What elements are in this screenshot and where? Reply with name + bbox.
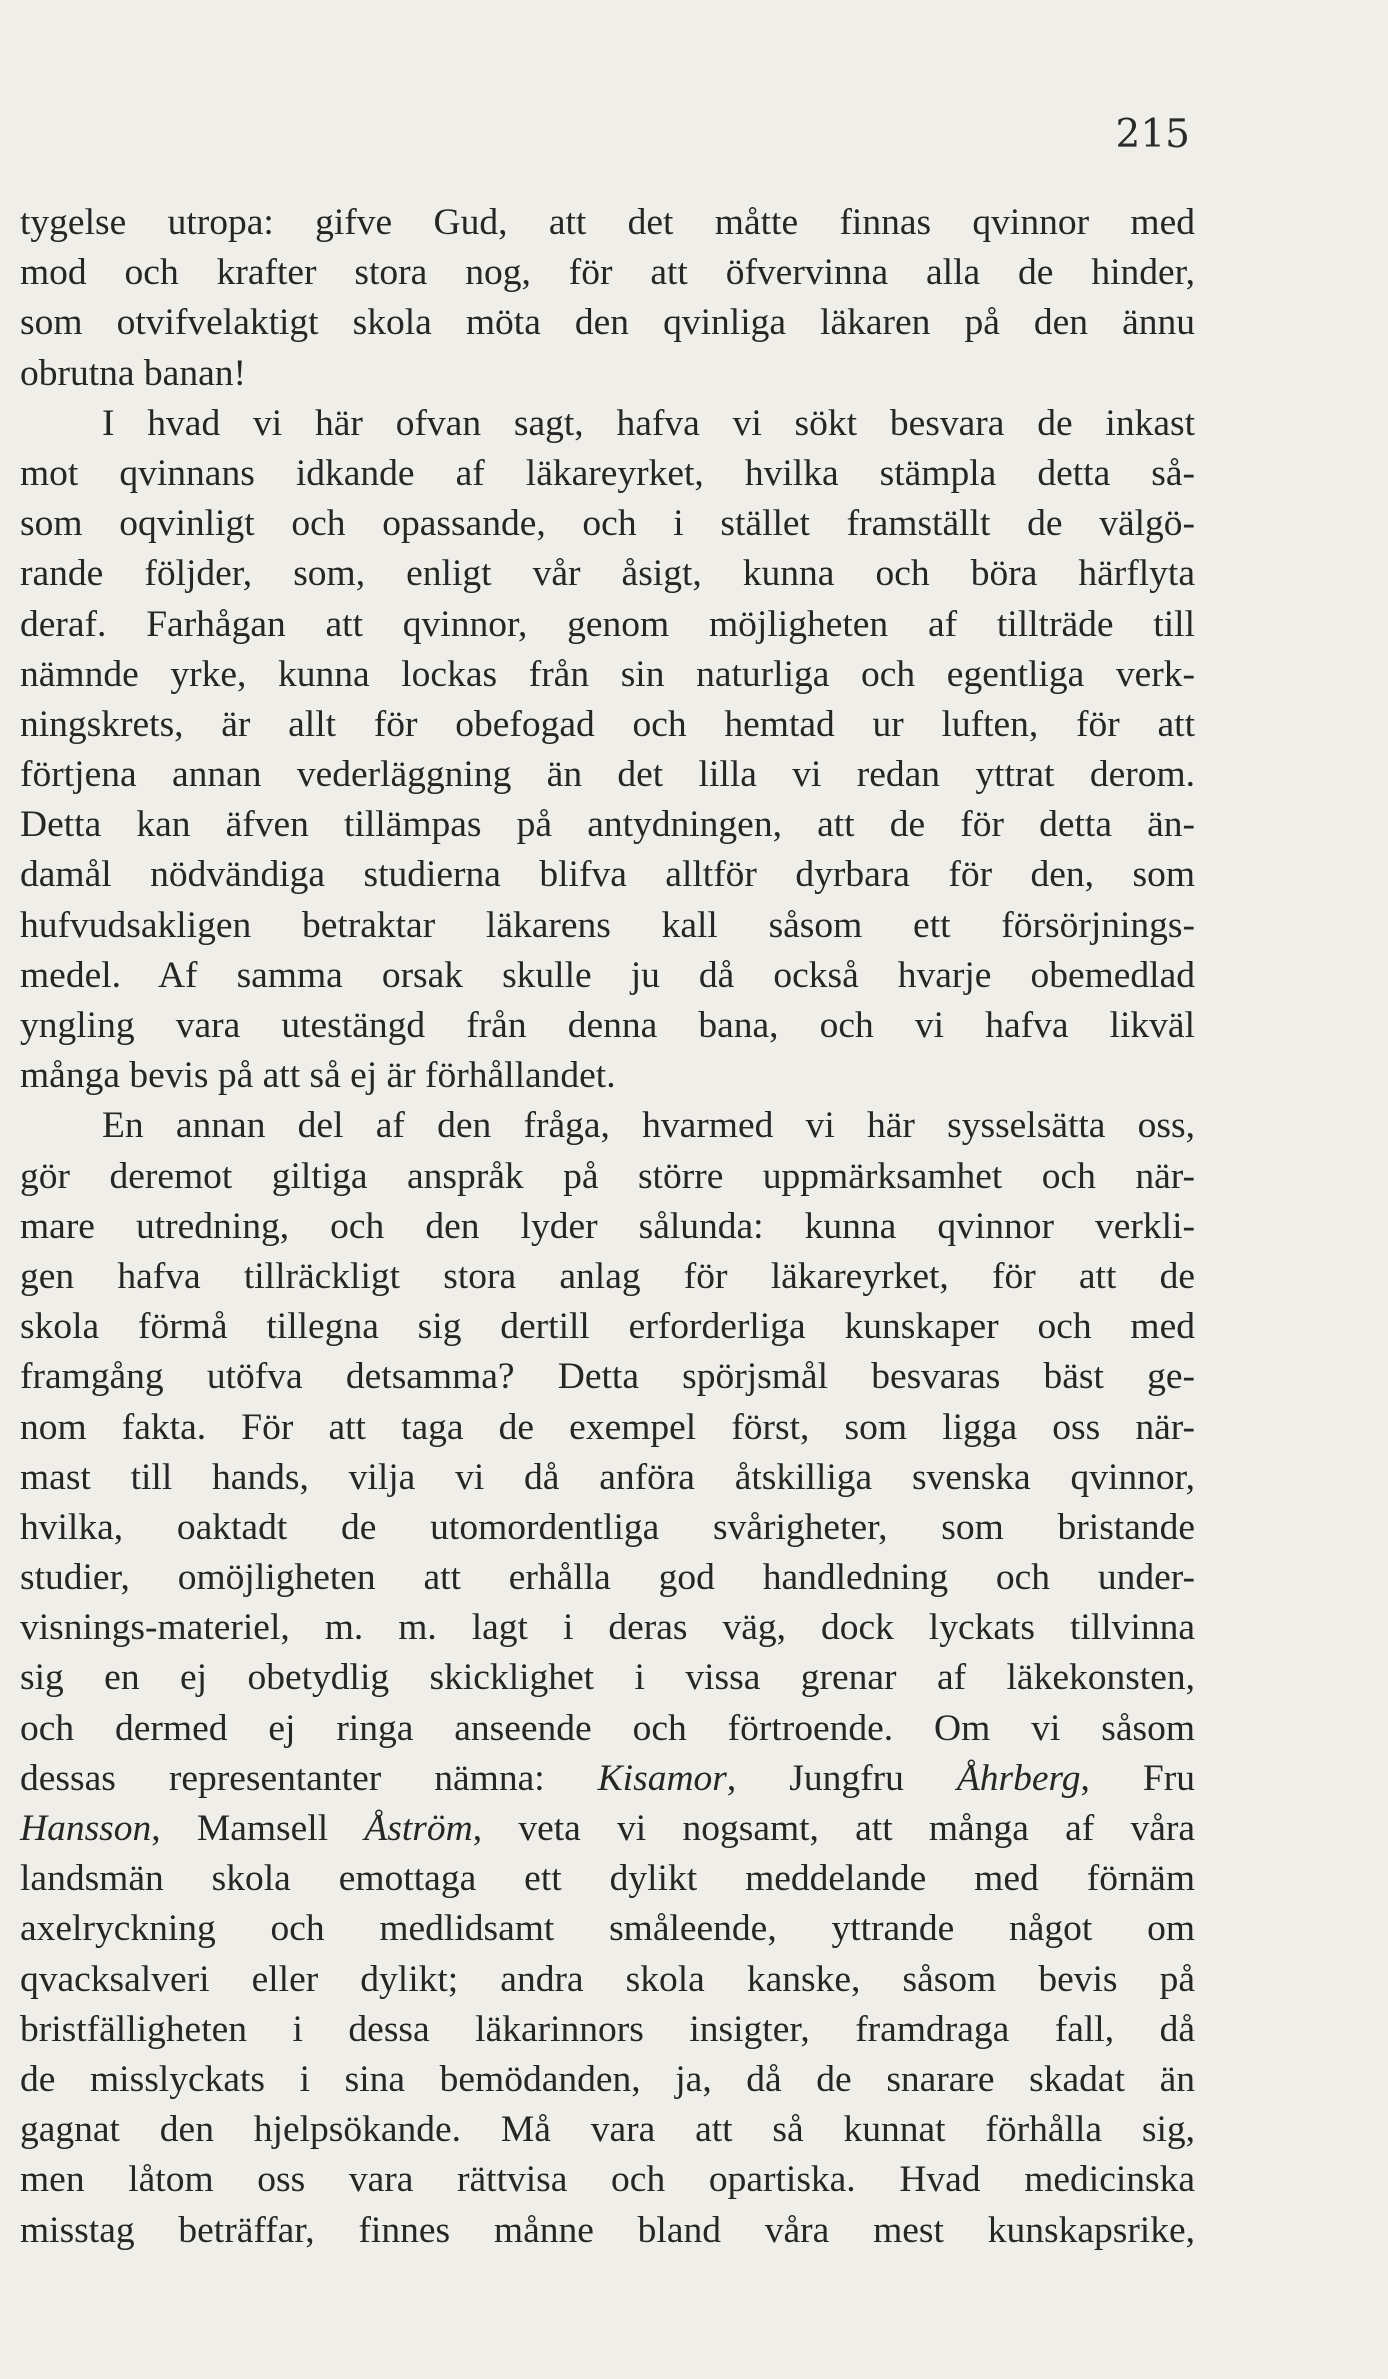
text-line	[20, 2005, 1195, 2055]
text-line	[20, 800, 1195, 850]
text-segment: obrutna banan!	[20, 352, 246, 394]
text-segment: medel. Af samma orsak skulle ju då också hvarje obemedlad	[20, 954, 1195, 996]
text-segment: Detta kan äfven tillämpas på antydningen, att de för detta än-	[20, 804, 1195, 846]
text-segment: ningskrets, är allt för obefogad och hemtad ur luften, för att	[20, 703, 1195, 745]
text-segment: och dermed ej ringa anseende och förtroende. Om vi såsom	[20, 1707, 1195, 1749]
text-segment: sig en ej obetydlig skicklighet i vissa grenar af läkekonsten,	[20, 1657, 1195, 1699]
text-segment: som otvifvelaktigt skola möta den qvinliga läkaren på den ännu	[20, 302, 1195, 344]
italic-name: Åhrberg	[956, 1757, 1081, 1799]
text-line	[20, 1352, 1195, 1402]
italic-name: Hansson	[20, 1808, 152, 1849]
text-line	[20, 1553, 1195, 1603]
text-line	[20, 1603, 1195, 1653]
text-line	[20, 1704, 1195, 1754]
text-line	[20, 549, 1195, 599]
text-line	[20, 1302, 1195, 1352]
text-line	[20, 1653, 1195, 1703]
text-segment: gen hafva tillräckligt stora anlag för läkareyrket, för att de	[20, 1255, 1195, 1297]
text-segment: men låtom oss vara rättvisa och opartiska. Hvad medicinska	[20, 2159, 1195, 2201]
text-line	[20, 2155, 1195, 2205]
text-segment: qvacksalveri eller dylikt; andra skola kanske, såsom bevis på	[20, 1958, 1195, 2000]
text-segment: , veta vi nogsamt, att många af våra	[472, 1808, 1195, 1849]
text-segment: deraf. Farhågan att qvinnor, genom möjligheten af tillträde till	[20, 603, 1195, 645]
text-segment: bristfälligheten i dessa läkarinnors insigter, framdraga fall, då	[20, 2008, 1195, 2050]
text-line	[20, 2055, 1195, 2105]
text-line	[20, 2105, 1195, 2155]
text-segment: de misslyckats i sina bemödanden, ja, då de snarare skadat än	[20, 2058, 1195, 2100]
text-line	[20, 2206, 1195, 2256]
text-line	[20, 1001, 1195, 1051]
text-segment: studier, omöjligheten att erhålla god handledning och under-	[20, 1557, 1195, 1599]
text-segment: mare utredning, och den lyder sålunda: kunna qvinnor verkli-	[20, 1205, 1195, 1247]
text-segment: damål nödvändiga studierna blifva alltför dyrbara för den, som	[20, 854, 1195, 896]
text-segment: många bevis på att så ej är förhållandet.	[20, 1055, 616, 1097]
text-line	[20, 1854, 1195, 1904]
text-line	[20, 1403, 1195, 1453]
text-segment: gör deremot giltiga anspråk på större uppmärksamhet och när-	[20, 1155, 1195, 1197]
text-segment: skola förmå tillegna sig dertill erforderliga kunskaper och med	[20, 1306, 1195, 1348]
text-line	[20, 1804, 1195, 1854]
italic-name: Åström	[364, 1808, 473, 1849]
text-segment: nämnde yrke, kunna lockas från sin naturliga och egentliga verk-	[20, 653, 1195, 695]
text-line	[20, 1955, 1195, 2005]
text-line	[20, 700, 1195, 750]
text-segment: , Jungfru	[726, 1757, 957, 1799]
text-line	[20, 750, 1195, 800]
text-segment: som oqvinligt och opassande, och i stället framställt de välgö-	[20, 503, 1195, 545]
text-segment: I hvad vi här ofvan sagt, hafva vi sökt besvara de inkast	[102, 402, 1195, 444]
text-segment: misstag beträffar, finnes månne bland våra mest kunskapsrike,	[20, 2209, 1195, 2251]
text-segment: rande följder, som, enligt vår åsigt, kunna och böra härflyta	[20, 553, 1195, 595]
text-line	[20, 650, 1195, 700]
text-segment: dessas representanter nämna:	[20, 1757, 598, 1799]
page-number: 215	[1115, 112, 1190, 157]
text-line	[20, 951, 1195, 1001]
text-line	[20, 1754, 1195, 1804]
text-line	[20, 449, 1195, 499]
text-segment: En annan del af den fråga, hvarmed vi här sysselsätta oss,	[102, 1105, 1195, 1147]
text-line	[20, 850, 1195, 900]
text-line	[20, 1152, 1195, 1202]
text-segment: mast till hands, vilja vi då anföra åtskilliga svenska qvinnor,	[20, 1456, 1195, 1498]
text-line	[20, 1252, 1195, 1302]
text-line	[20, 399, 1195, 449]
text-segment: landsmän skola emottaga ett dylikt meddelande med förnäm	[20, 1858, 1195, 1900]
text-line	[20, 1453, 1195, 1503]
text-segment: yngling vara utestängd från denna bana, och vi hafva likväl	[20, 1005, 1195, 1046]
text-line	[20, 1503, 1195, 1553]
text-segment: axelryckning och medlidsamt småleende, yttrande något om	[20, 1908, 1195, 1950]
text-line	[20, 298, 1195, 348]
text-line	[20, 901, 1195, 951]
text-segment: hvilka, oaktadt de utomordentliga svårigheter, som bristande	[20, 1506, 1195, 1548]
text-line	[20, 499, 1195, 549]
text-segment: nom fakta. För att taga de exempel först, som ligga oss när-	[20, 1406, 1195, 1448]
text-segment: gagnat den hjelpsökande. Må vara att så kunnat förhålla sig,	[20, 2109, 1195, 2151]
text-segment: visnings-materiel, m. m. lagt i deras väg, dock lyckats tillvinna	[20, 1607, 1195, 1649]
text-segment: , Fru	[1080, 1757, 1196, 1799]
text-segment: mod och krafter stora nog, för att öfvervinna alla de hinder,	[20, 252, 1195, 294]
text-line	[20, 1051, 1195, 1101]
italic-name: Kisamor	[597, 1757, 727, 1799]
text-line	[20, 198, 1195, 248]
text-line	[20, 1904, 1195, 1954]
text-line	[20, 1202, 1195, 1252]
text-segment: tygelse utropa: gifve Gud, att det måtte finnas qvinnor med	[20, 202, 1195, 243]
text-segment: , Mamsell	[151, 1808, 365, 1849]
text-line	[20, 248, 1195, 298]
text-line	[20, 349, 1195, 399]
text-segment: mot qvinnans idkande af läkareyrket, hvilka stämpla detta så-	[20, 452, 1195, 494]
text-segment: förtjena annan vederläggning än det lilla vi redan yttrat derom.	[20, 754, 1195, 796]
body-text	[20, 198, 1195, 2256]
text-segment: framgång utöfva detsamma? Detta spörjsmål besvaras bäst ge-	[20, 1356, 1195, 1398]
text-segment: hufvudsakligen betraktar läkarens kall såsom ett försörjnings-	[20, 904, 1195, 946]
text-line	[20, 600, 1195, 650]
text-line	[20, 1101, 1195, 1151]
